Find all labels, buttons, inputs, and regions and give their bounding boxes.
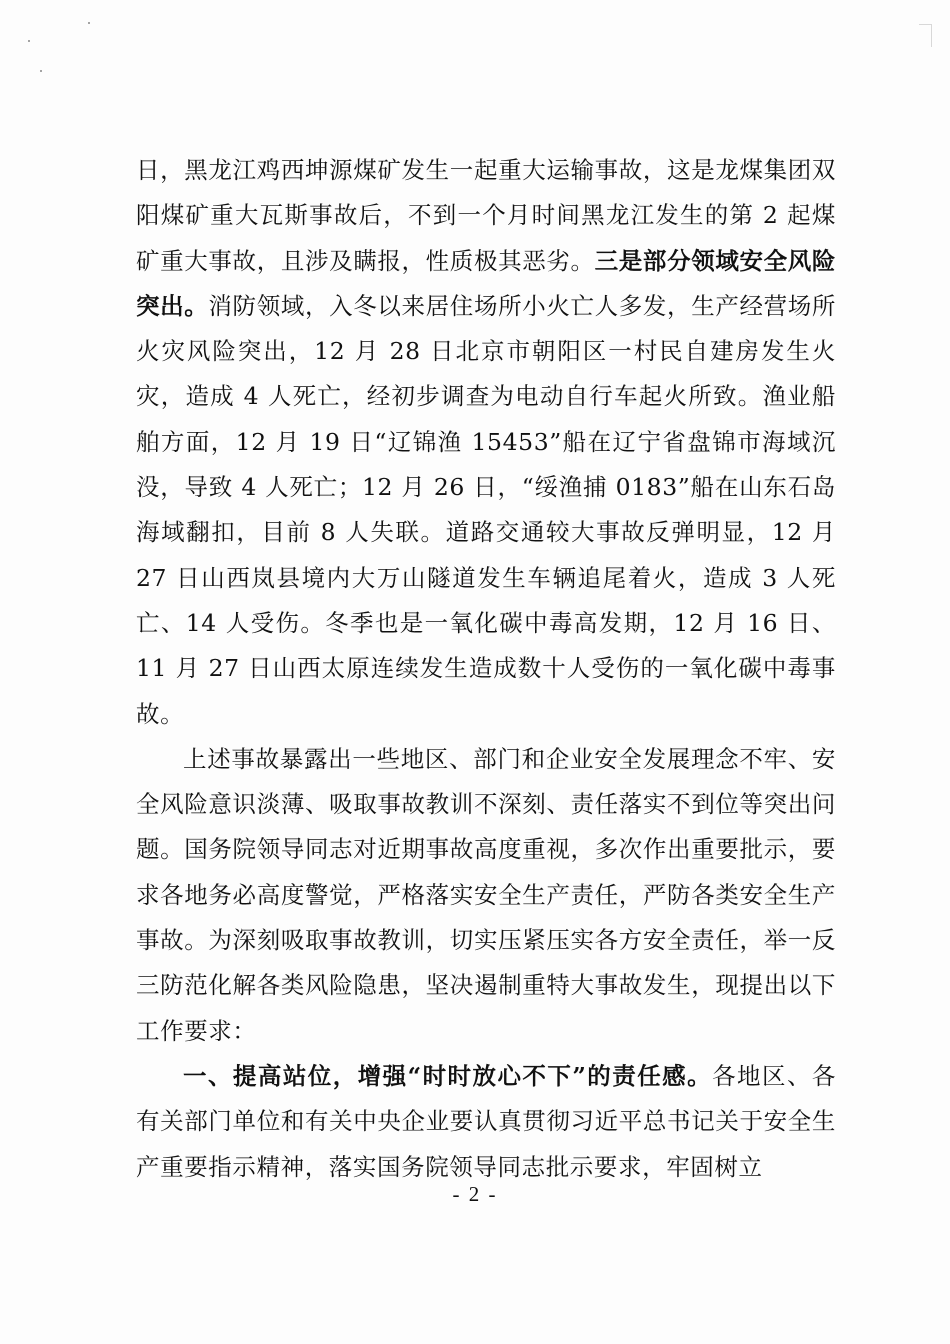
paragraph-1-segment-1: 日，黑龙江鸡西坤源煤矿发生一起重大运输事故，这是龙煤集团双阳煤矿重大瓦斯事故后，不到一个月时间黑龙江发生的第 2 起煤矿重大事故，且涉及瞒报，性质极其恶劣。 — [136, 156, 836, 275]
paragraph-1-heading: 三是部分领域安全风险突出。 — [136, 246, 837, 320]
scan-speck — [40, 70, 42, 72]
paragraph-3 — [136, 1054, 836, 1190]
scan-speck — [28, 40, 30, 42]
section-heading-1: 一、提高站位，增强“时时放心不下”的责任感。 — [183, 1061, 713, 1090]
scan-speck — [88, 22, 90, 24]
paragraph-2: 上述事故暴露出一些地区、部门和企业安全发展理念不牢、安全风险意识淡薄、吸取事故教训不深刻、责任落实不到位等突出问题。国务院领导同志对近期事故高度重视，多次作出重要批示，要求各地务必高度警觉，严格落实安全生产责任，严防各类安全生产事故。为深刻吸取事故教训，切实压紧压实各方安全责任，举一反三防范化解各类风险隐患，坚决遏制重特大事故发生，现提出以下工作要求： — [136, 744, 836, 1045]
page-number: - 2 - — [452, 1182, 498, 1206]
body-text — [136, 148, 836, 1190]
paragraph-3-body: 各地区、各有关部门单位和有关中央企业要认真贯彻习近平总书记关于安全生产重要指示精神，落实国务院领导同志批示要求，牢固树立 — [136, 1061, 837, 1181]
paragraph-1 — [136, 148, 836, 737]
scan-edge-mark — [919, 24, 932, 47]
paragraph-1-segment-3: 消防领域，入冬以来居住场所小火亡人多发，生产经营场所火灾风险突出，12 月 28 日北京市朝阳区一村民自建房发生火灾，造成 4 人死亡，经初步调查为电动自行车起火所致。渔业船舶方面，12 月 19 日“辽锦渔 15453”船在辽宁省盘锦市海域沉没，导致 4 人死亡；12 月 26 日，“绥渔捕 0183”船在山东石岛海域翻扣，目前 8 人失联。道路交通较大事故反弹明显，12 月 27 日山西岚县境内大万山隧道发生车辆追尾着火，造成 3 人死亡、14 人受伤。冬季也是一氧化碳中毒高发期，12 月 16 日、11 月 27 日山西太原连续发生造成数十人受伤的一氧化碳中毒事故。 — [136, 291, 836, 728]
